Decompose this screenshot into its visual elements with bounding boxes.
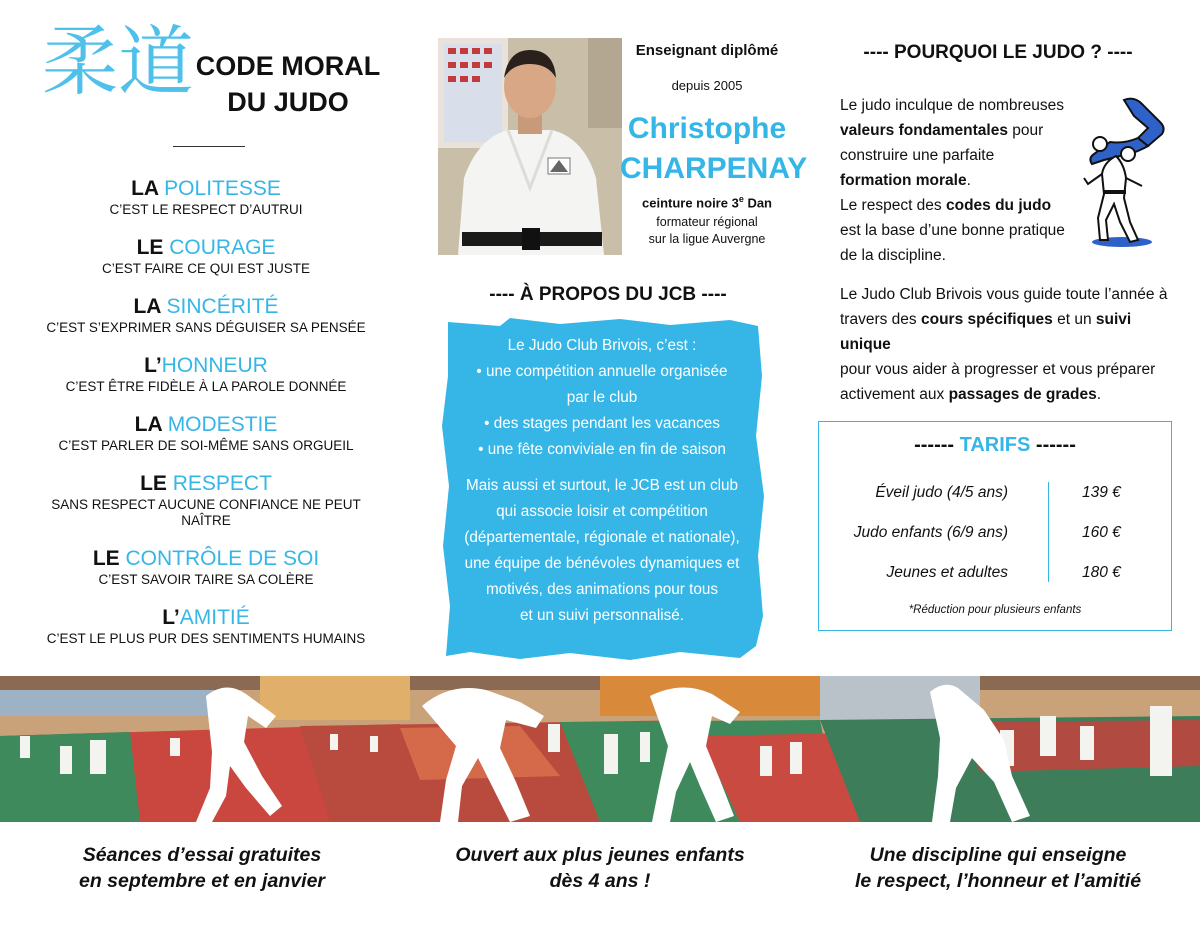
tarifs-title-text: TARIFS [959,434,1031,456]
moral-value-word: AMITIÉ [179,606,250,629]
club-line [840,382,1180,407]
teacher-since: depuis 2005 [671,78,743,93]
dojo-photo-strip [0,676,1200,822]
caption-line: Ouvert aux plus jeunes enfants [455,844,745,866]
about-text [452,333,752,629]
moral-value-prefix: LA [133,295,167,318]
caption-line: Séances d’essai gratuites [82,844,322,866]
moral-value-definition: C’EST ÊTRE FIDÈLE À LA PAROLE DONNÉE [65,379,347,394]
teacher-photo [438,38,622,255]
teacher-photo-illustration [438,38,622,255]
title-divider [173,146,245,147]
why-judo-text [840,93,1068,268]
about-paragraph-line: Mais aussi et surtout, le JCB est un club [465,477,739,494]
moral-value-definition: C’EST S’EXPRIMER SANS DÉGUISER SA PENSÉE [46,320,366,335]
tarifs-dashes: ------ [914,434,960,456]
moral-value-definition: C’EST PARLER DE SOI-MÊME SANS ORGUEIL [58,438,354,453]
club-bold: cours spécifiques [920,311,1053,328]
about-bullet: • une fête conviviale en fin de saison [478,441,726,458]
moral-value-definition: C’EST FAIRE CE QUI EST JUSTE [101,261,311,276]
teacher-first-name: Christophe [627,112,787,145]
moral-value-definition: C’EST LE PLUS PUR DES SENTIMENTS HUMAINS [46,631,366,646]
about-paragraph-line: et un suivi personnalisé. [519,607,685,624]
teacher-belt [632,194,782,210]
moral-value-prefix: L’ [162,606,180,629]
club-text-part: . [1096,386,1102,403]
why-judo-title: ---- POURQUOI LE JUDO ? ---- [863,42,1133,63]
code-moral-title-line1: CODE MORAL [195,51,381,81]
tarif-price: 139 € [1082,484,1121,501]
caption-line: Une discipline qui enseigne [869,844,1127,866]
why-text-part: . [966,172,971,189]
club-text-part: et un [1052,311,1096,328]
judo-kanji: 柔道 [42,17,194,106]
teacher-belt-suffix: Dan [743,195,772,211]
moral-value-prefix: LA [134,413,168,436]
about-bullet: • des stages pendant les vacances [484,415,720,432]
tarifs-separator [1048,482,1049,582]
why-text-part: pour [1007,122,1044,139]
caption-line: dès 4 ans ! [549,870,651,892]
teacher-role [632,214,782,248]
caption-line: le respect, l’honneur et l’amitié [854,870,1142,892]
moral-value-word: POLITESSE [164,177,281,200]
why-bold: codes du judo [945,197,1052,214]
club-bold: suivi unique [840,311,1132,353]
about-bullet: par le club [566,389,638,406]
moral-value-prefix: LA [131,177,165,200]
moral-value-word: HONNEUR [161,354,268,377]
tarifs-dashes: ------ [1030,434,1076,456]
tarifs-note: *Réduction pour plusieurs enfants [908,604,1082,616]
moral-value-prefix: LE [136,236,170,259]
why-line [840,193,1068,218]
moral-value-word: RESPECT [172,472,272,495]
why-bold: valeurs fondamentales [840,122,1008,139]
teacher-last-name: CHARPENAY [620,152,808,185]
why-line: Le judo inculque de nombreuses [840,97,1065,114]
caption-young-children [420,842,780,894]
moral-value [30,546,382,588]
code-moral-title [188,48,388,120]
moral-value [30,605,382,647]
caption-discipline [818,842,1178,894]
moral-value-word: COURAGE [169,236,276,259]
why-line [840,168,1068,193]
why-bold: formation morale [840,172,967,189]
why-line [840,118,1068,143]
moral-value [30,353,382,395]
why-text-part: Le respect des [840,197,946,214]
tarif-label: Jeunes et adultes [886,564,1008,581]
about-title: ---- À PROPOS DU JCB ---- [489,284,727,305]
caption-line: en septembre et en janvier [78,870,326,892]
club-line: pour vous aider à progresser et vous préparer [840,361,1156,378]
moral-value [30,294,382,336]
teacher-role-line2: sur la ligue Auvergne [648,232,766,246]
club-line: Le Judo Club Brivois vous guide toute l’année à [840,286,1168,303]
moral-value-prefix: LE [92,547,126,570]
about-paragraph-line: qui associe loisir et compétition [496,503,708,520]
moral-value [30,176,382,218]
teacher-role-line1: formateur régional [656,215,758,229]
about-intro: Le Judo Club Brivois, c’est : [507,337,697,354]
dojo-photo-strip-illustration [0,676,1200,822]
why-line: de la discipline. [840,247,946,264]
moral-value-definition: C’EST SAVOIR TAIRE SA COLÈRE [98,572,314,587]
teacher-title: Enseignant diplômé [635,42,779,59]
teacher-belt-sup: e [738,194,744,204]
moral-value-word: SINCÉRITÉ [166,295,279,318]
moral-value [30,235,382,277]
moral-value-prefix: L’ [144,354,162,377]
tarif-label: Éveil judo (4/5 ans) [875,484,1008,501]
moral-values-list [30,176,382,664]
why-line: construire une parfaite [840,147,995,164]
moral-value-word: CONTRÔLE DE SOI [125,547,320,570]
moral-value [30,471,382,529]
teacher-belt-text: ceinture noire 3 [642,195,739,211]
about-paragraph-line: motivés, des animations pour tous [485,581,719,598]
moral-value-word: MODESTIE [167,413,278,436]
club-text [840,282,1180,407]
moral-value-prefix: LE [140,472,173,495]
moral-value [30,412,382,454]
about-paragraph-line: (départementale, régionale et nationale), [464,529,740,546]
about-bullet: • une compétition annuelle organisée [476,363,728,380]
tarif-label: Judo enfants (6/9 ans) [853,524,1008,541]
club-text-part: travers des [840,311,921,328]
judo-throw-icon [1064,94,1174,250]
why-line: est la base d’une bonne pratique [840,222,1065,239]
club-line [840,307,1180,357]
caption-trial-sessions [22,842,382,894]
about-paragraph-line: une équipe de bénévoles dynamiques et [464,555,740,572]
moral-value-definition: SANS RESPECT AUCUNE CONFIANCE NE PEUT NAÎTRE [51,497,361,528]
moral-value-definition: C’EST LE RESPECT D’AUTRUI [109,202,303,217]
club-text-part: activement aux [840,386,949,403]
tarif-price: 180 € [1082,564,1121,581]
code-moral-title-line2: DU JUDO [227,87,349,117]
club-bold: passages de grades [948,386,1097,403]
tarifs-title [818,434,1172,457]
tarif-price: 160 € [1082,524,1121,541]
